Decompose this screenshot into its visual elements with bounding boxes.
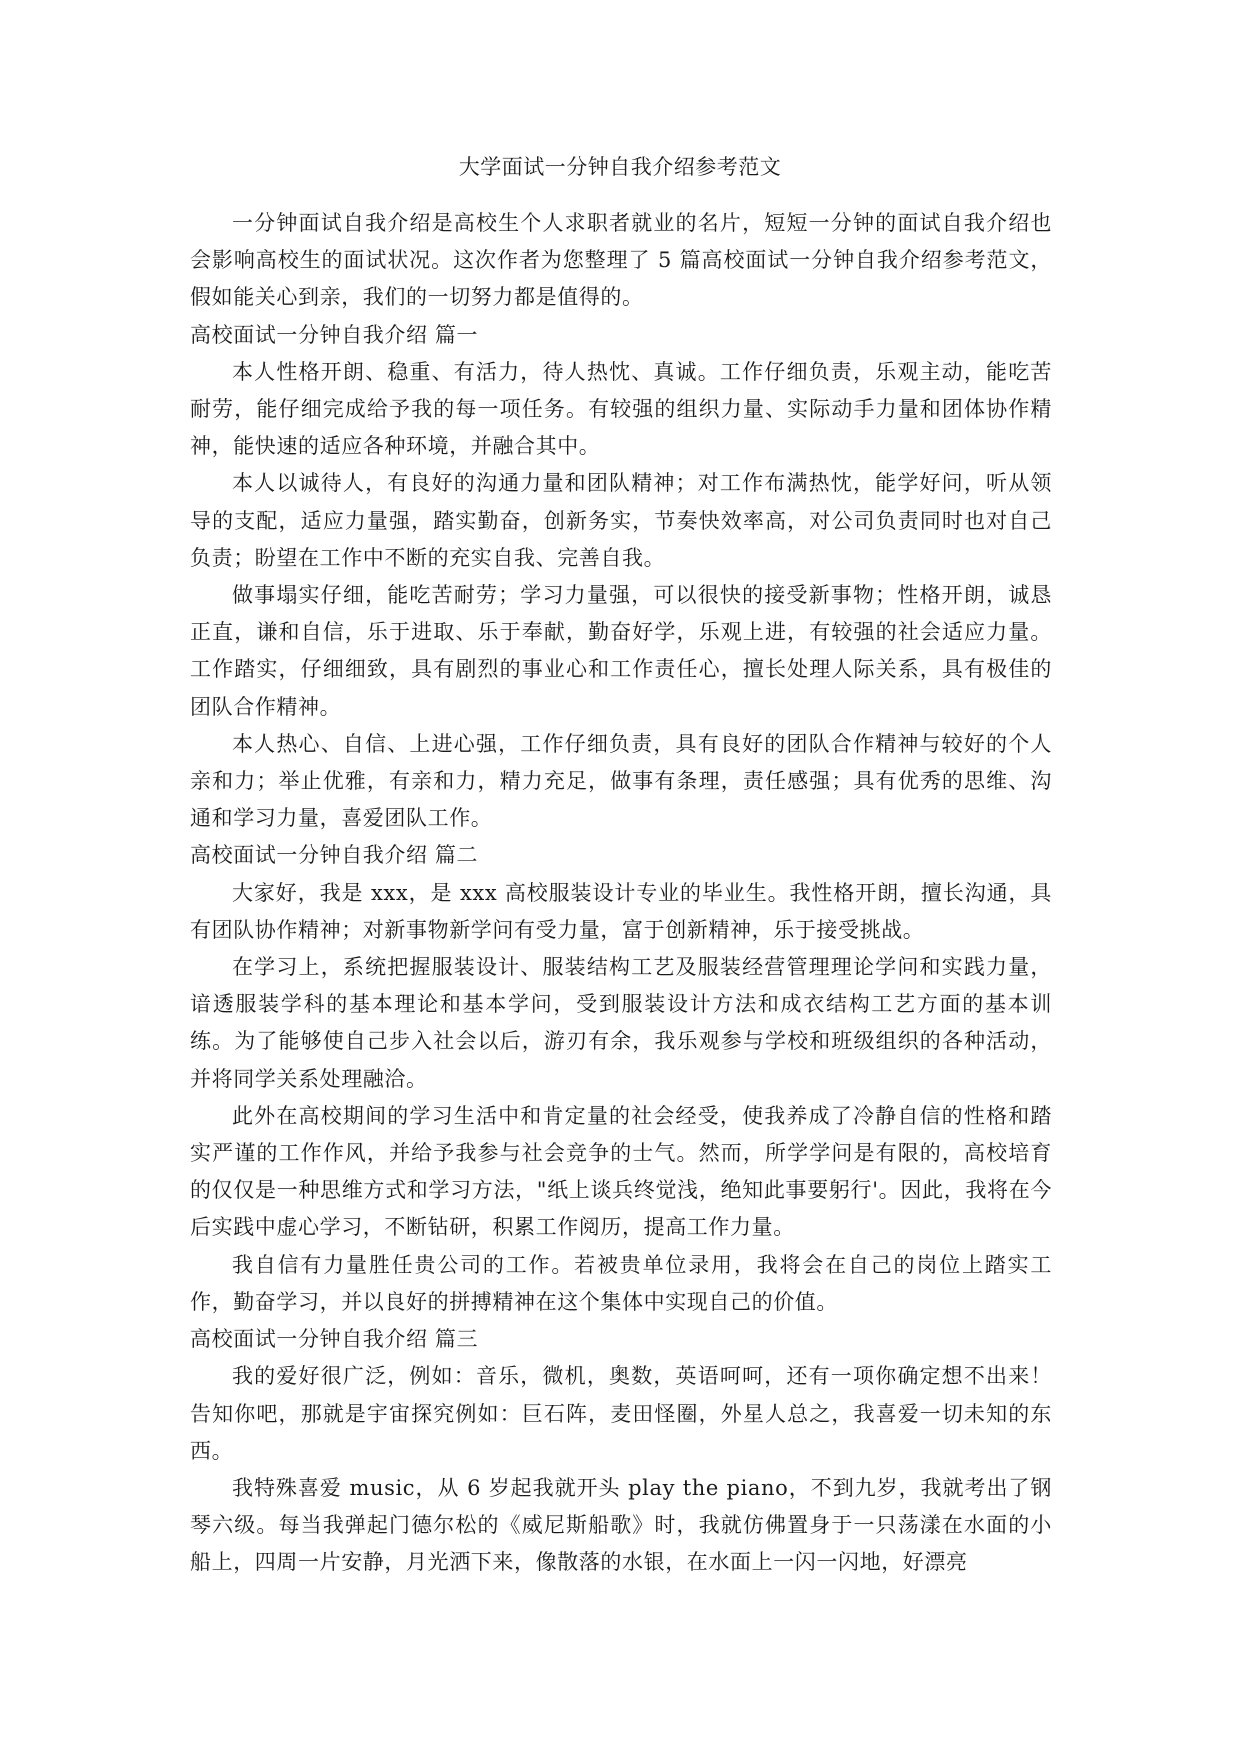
section-2-paragraph-3: 此外在高校期间的学习生活中和肯定量的社会经受，使我养成了冷静自信的性格和踏实严谨的工作作风，并给予我参与社会竞争的士气。然而，所学学问是有限的，高校培育的仅仅是一种思维方式和学习方法，"纸上谈兵终觉浅，绝知此事要躬行'。因此，我将在今后实践中虚心学习，不断钻研，积累工作阅历，提高工作力量。 — [190, 1103, 1052, 1240]
document-body — [190, 205, 1052, 1582]
section-heading-2: 高校面试一分钟自我介绍 篇二 — [190, 843, 479, 868]
section-heading-1: 高校面试一分钟自我介绍 篇一 — [190, 322, 479, 347]
section-1-paragraph-3: 做事塌实仔细，能吃苦耐劳；学习力量强，可以很快的接受新事物；性格开朗，诚恳正直，谦和自信，乐于进取、乐于奉献，勤奋好学，乐观上进，有较强的社会适应力量。工作踏实，仔细细致，具有剧烈的事业心和工作责任心，擅长处理人际关系，具有极佳的团队合作精神。 — [190, 583, 1052, 719]
section-2-paragraph-4: 我自信有力量胜任贵公司的工作。若被贵单位录用，我将会在自己的岗位上踏实工作，勤奋学习，并以良好的拼搏精神在这个集体中实现自己的价值。 — [190, 1252, 1052, 1314]
section-heading-3: 高校面试一分钟自我介绍 篇三 — [190, 1327, 479, 1352]
section-3-paragraph-1: 我的爱好很广泛，例如：音乐，微机，奥数，英语呵呵，还有一项你确定想不出来！告知你吧，那就是宇宙探究例如：巨石阵，麦田怪圈，外星人总之，我喜爱一切未知的东西。 — [190, 1364, 1052, 1463]
section-3-paragraph-2: 我特殊喜爱 music，从 6 岁起我就开头 play the piano，不到九岁，我就考出了钢琴六级。每当我弹起门德尔松的《威尼斯船歌》时，我就仿佛置身于一只荡漾在水面的小船上，四周一片安静，月光洒下来，像散落的水银，在水面上一闪一闪地，好漂亮 — [190, 1475, 1052, 1575]
section-2-paragraph-1: 大家好，我是 xxx，是 xxx 高校服装设计专业的毕业生。我性格开朗，擅长沟通，具有团队协作精神；对新事物新学问有受力量，富于创新精神，乐于接受挑战。 — [190, 880, 1052, 942]
section-1-paragraph-4: 本人热心、自信、上进心强，工作仔细负责，具有良好的团队合作精神与较好的个人亲和力；举止优雅，有亲和力，精力充足，做事有条理，责任感强；具有优秀的思维、沟通和学习力量，喜爱团队工作。 — [190, 731, 1052, 831]
section-1-paragraph-1: 本人性格开朗、稳重、有活力，待人热忱、真诚。工作仔细负责，乐观主动，能吃苦耐劳，能仔细完成给予我的每一项任务。有较强的组织力量、实际动手力量和团体协作精神，能快速的适应各种环境，并融合其中。 — [190, 359, 1052, 459]
section-1-paragraph-2: 本人以诚待人，有良好的沟通力量和团队精神；对工作布满热忱，能学好问，听从领导的支配，适应力量强，踏实勤奋，创新务实，节奏快效率高，对公司负责同时也对自己负责；盼望在工作中不断的充实自我、完善自我。 — [190, 471, 1052, 570]
intro-paragraph: 一分钟面试自我介绍是高校生个人求职者就业的名片，短短一分钟的面试自我介绍也会影响高校生的面试状况。这次作者为您整理了 5 篇高校面试一分钟自我介绍参考范文，假如能关心到亲，我们的一切努力都是值得的。 — [190, 211, 1052, 310]
section-2-paragraph-2: 在学习上，系统把握服装设计、服装结构工艺及服装经营管理理论学问和实践力量，谙透服装学科的基本理论和基本学问，受到服装设计方法和成衣结构工艺方面的基本训练。为了能够使自己步入社会以后，游刃有余，我乐观参与学校和班级组织的各种活动，并将同学关系处理融洽。 — [190, 955, 1052, 1091]
document-title: 大学面试一分钟自我介绍参考范文 — [458, 155, 782, 179]
